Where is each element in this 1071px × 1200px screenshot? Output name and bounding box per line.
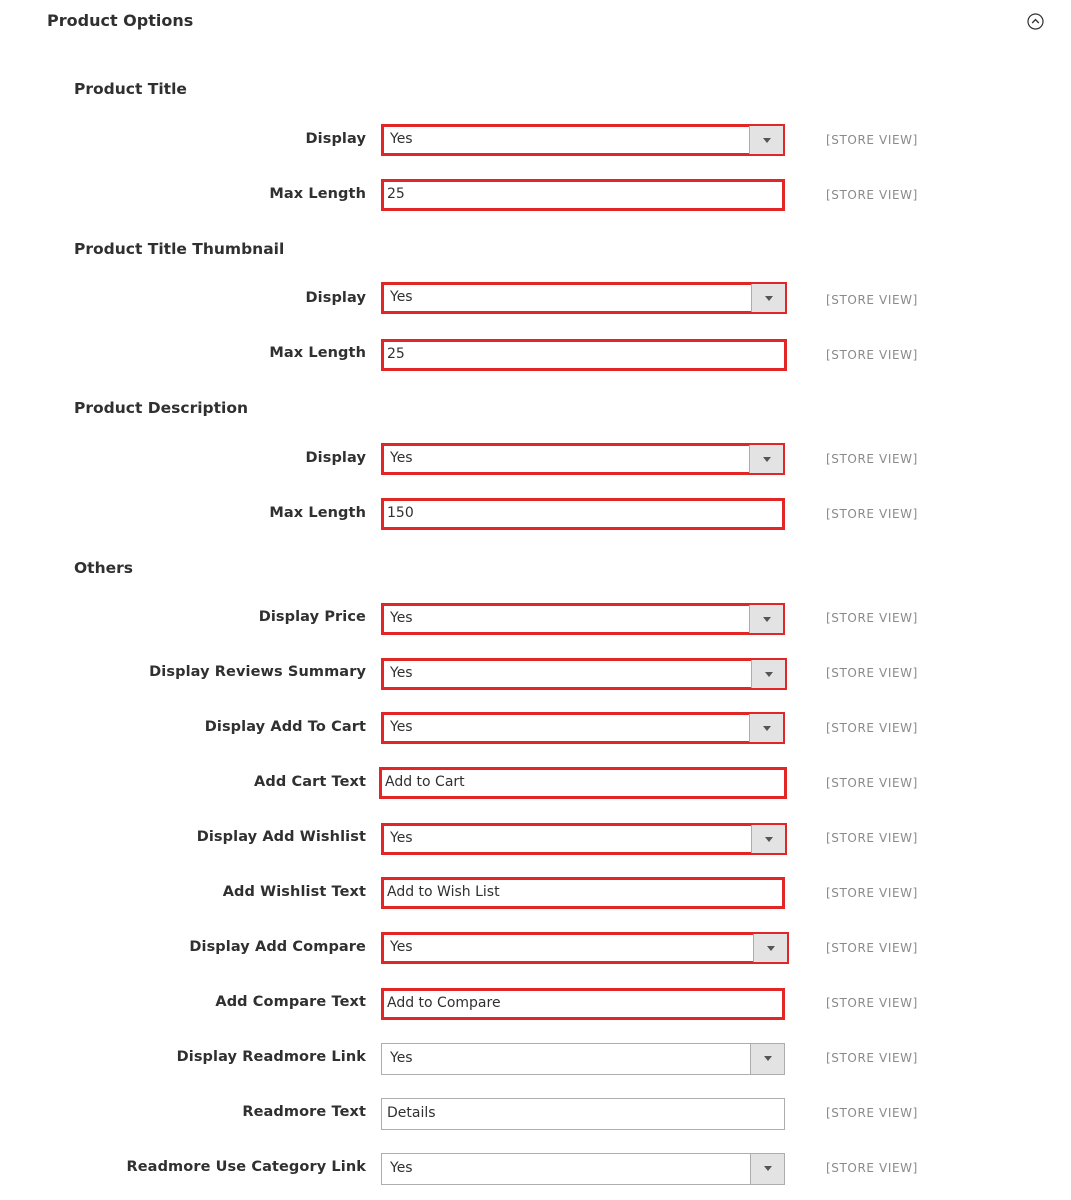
input-readmore-text[interactable] [381, 1098, 785, 1130]
scope-label: [STORE VIEW] [826, 941, 918, 955]
chevron-down-icon[interactable] [750, 1154, 784, 1184]
chevron-down-icon[interactable] [749, 445, 783, 473]
select-display-price[interactable] [381, 603, 785, 635]
label-readmore-use-category-link: Readmore Use Category Link [126, 1159, 366, 1175]
scope-label: [STORE VIEW] [826, 1051, 918, 1065]
chevron-up-circle-icon[interactable] [1027, 13, 1044, 30]
scope-label: [STORE VIEW] [826, 293, 918, 307]
scope-label: [STORE VIEW] [826, 348, 918, 362]
input-description-max-length[interactable] [381, 498, 785, 530]
section-header[interactable] [0, 0, 1071, 44]
scope-label: [STORE VIEW] [826, 507, 918, 521]
chevron-down-icon[interactable] [753, 934, 787, 962]
scope-label: [STORE VIEW] [826, 721, 918, 735]
select-value: Yes [390, 289, 413, 305]
scope-label: [STORE VIEW] [826, 831, 918, 845]
label-thumbnail-max-length: Max Length [269, 345, 366, 361]
section-title: Product Options [47, 11, 194, 30]
input-thumbnail-max-length[interactable] [381, 339, 787, 371]
input-add-wishlist-text[interactable] [381, 877, 785, 909]
select-value: Yes [390, 939, 413, 955]
scope-label: [STORE VIEW] [826, 611, 918, 625]
select-value: Yes [390, 610, 413, 626]
scope-label: [STORE VIEW] [826, 886, 918, 900]
group-title-product-title: Product Title [74, 80, 187, 98]
select-product-title-display[interactable] [381, 124, 785, 156]
scope-label: [STORE VIEW] [826, 996, 918, 1010]
scope-label: [STORE VIEW] [826, 1161, 918, 1175]
input-value: Add to Compare [387, 995, 501, 1011]
select-value: Yes [390, 131, 413, 147]
input-value: Details [387, 1105, 436, 1121]
chevron-down-icon[interactable] [751, 284, 785, 312]
select-value: Yes [390, 665, 413, 681]
select-readmore-use-category-link[interactable] [381, 1153, 785, 1185]
label-display-add-to-cart: Display Add To Cart [204, 719, 366, 735]
label-readmore-text: Readmore Text [242, 1104, 366, 1120]
group-title-product-description: Product Description [74, 399, 249, 417]
select-display-add-to-cart[interactable] [381, 712, 785, 744]
scope-label: [STORE VIEW] [826, 188, 918, 202]
select-display-add-compare[interactable] [381, 932, 789, 964]
select-value: Yes [390, 450, 413, 466]
label-add-compare-text: Add Compare Text [215, 994, 366, 1010]
input-value: 150 [387, 505, 414, 521]
input-add-cart-text[interactable] [379, 767, 787, 799]
select-display-reviews-summary[interactable] [381, 658, 787, 690]
chevron-down-icon[interactable] [750, 1044, 784, 1074]
select-display-readmore-link[interactable] [381, 1043, 785, 1075]
group-title-others: Others [74, 559, 134, 577]
label-description-display: Display [305, 450, 366, 466]
select-thumbnail-display[interactable] [381, 282, 787, 314]
input-value: 25 [387, 346, 405, 362]
select-description-display[interactable] [381, 443, 785, 475]
chevron-down-icon[interactable] [749, 714, 783, 742]
scope-label: [STORE VIEW] [826, 666, 918, 680]
input-product-title-max-length[interactable] [381, 179, 785, 211]
select-value: Yes [390, 719, 413, 735]
select-display-add-wishlist[interactable] [381, 823, 787, 855]
label-display-price: Display Price [258, 609, 366, 625]
label-add-wishlist-text: Add Wishlist Text [222, 884, 366, 900]
input-value: Add to Wish List [387, 884, 500, 900]
select-value: Yes [390, 830, 413, 846]
input-value: Add to Cart [385, 774, 465, 790]
scope-label: [STORE VIEW] [826, 1106, 918, 1120]
chevron-down-icon[interactable] [749, 126, 783, 154]
select-value: Yes [390, 1160, 413, 1176]
input-value: 25 [387, 186, 405, 202]
label-display-add-wishlist: Display Add Wishlist [196, 829, 366, 845]
label-product-title-max-length: Max Length [269, 186, 366, 202]
label-display-add-compare: Display Add Compare [189, 939, 366, 955]
scope-label: [STORE VIEW] [826, 133, 918, 147]
chevron-down-icon[interactable] [751, 825, 785, 853]
input-add-compare-text[interactable] [381, 988, 785, 1020]
chevron-down-icon[interactable] [749, 605, 783, 633]
scope-label: [STORE VIEW] [826, 776, 918, 790]
label-description-max-length: Max Length [269, 505, 366, 521]
label-display-readmore-link: Display Readmore Link [176, 1049, 366, 1065]
label-add-cart-text: Add Cart Text [254, 774, 366, 790]
label-thumbnail-display: Display [305, 290, 366, 306]
label-display-reviews-summary: Display Reviews Summary [149, 664, 366, 680]
label-product-title-display: Display [305, 131, 366, 147]
select-value: Yes [390, 1050, 413, 1066]
chevron-down-icon[interactable] [751, 660, 785, 688]
group-title-product-title-thumbnail: Product Title Thumbnail [74, 240, 285, 258]
scope-label: [STORE VIEW] [826, 452, 918, 466]
